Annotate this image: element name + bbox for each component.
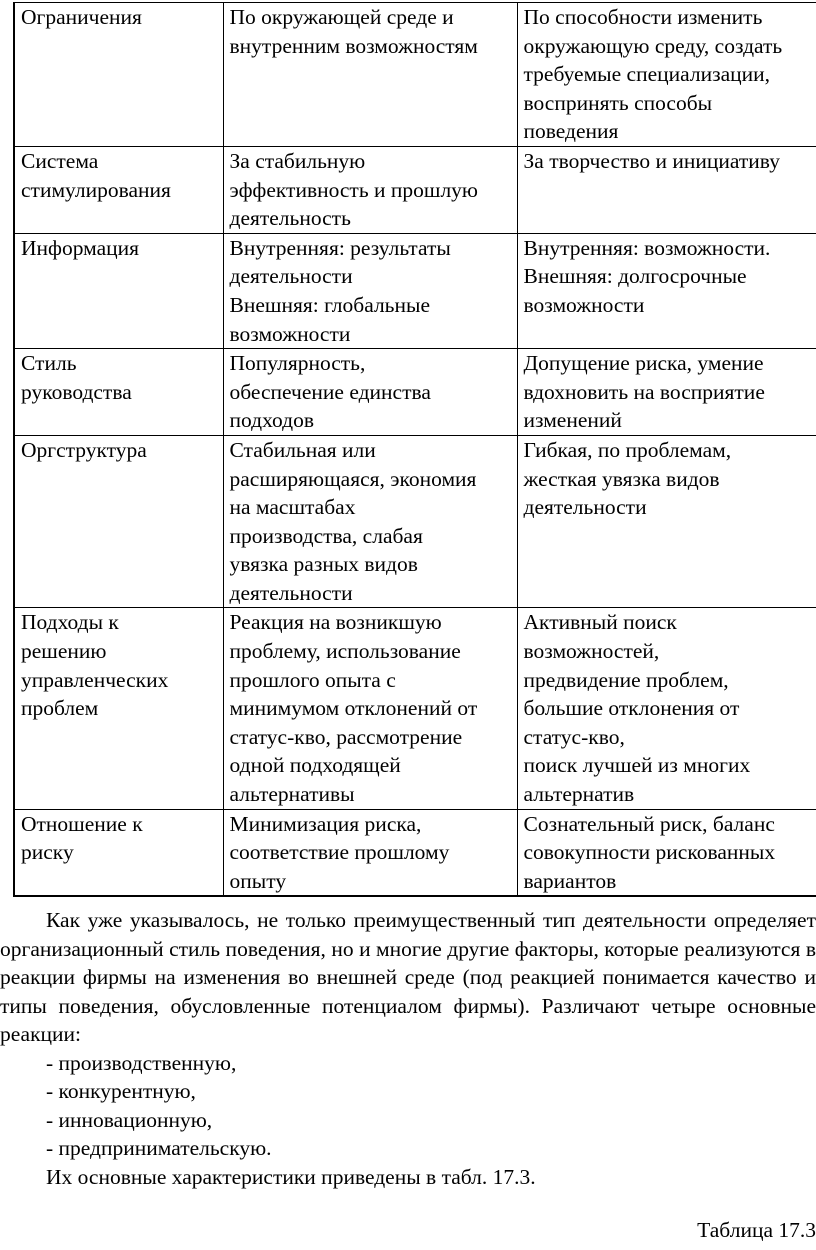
list-item: - производственную,: [46, 1050, 237, 1075]
row-label-cell: Информация: [14, 233, 223, 348]
table-row: [14, 3, 816, 147]
new-style-cell: Внутренняя: возможности. Внешняя: долгосрочные возможности: [517, 233, 816, 348]
current-style-cell: Внутренняя: результаты деятельности Внешняя: глобальные возможности: [223, 233, 517, 348]
new-style-cell: Сознательный риск, баланс совокупности рискованных вариантов: [517, 809, 816, 896]
closing-sentence: Их основные характеристики приведены в табл. 17.3.: [46, 1164, 536, 1189]
table-caption: Таблица 17.3: [697, 1218, 816, 1242]
new-style-cell: Допущение риска, умение вдохновить на восприятие изменений: [517, 349, 816, 436]
new-style-cell: Активный поиск возможностей, предвидение проблем, большие отклонения от статус-кво, поиск лучшей из многих альтернатив: [517, 608, 816, 809]
list-item: - предпринимательскую.: [46, 1136, 272, 1160]
current-style-cell: За стабильную эффективность и прошлую деятельность: [223, 146, 517, 233]
row-label-cell: Стиль руководства: [14, 349, 223, 436]
comparison-table: [13, 2, 816, 897]
current-style-cell: Популярность, обеспечение единства подходов: [223, 349, 517, 436]
list-item: - конкурентную,: [46, 1079, 196, 1103]
row-label-cell: Ограничения: [14, 3, 223, 147]
row-label-cell: Отношение к риску: [14, 809, 223, 896]
row-label-cell: Оргструктура: [14, 435, 223, 608]
current-style-cell: Минимизация риска, соответствие прошлому опыту: [223, 809, 517, 896]
table-row: [14, 435, 816, 608]
body-paragraph: Как уже указывалось, не только преимущественный тип деятельности определяет организационный стиль поведения, но и многие другие факторы, которые реализуются в реакции фирмы на изменения во внешней среде (под реакцией понимается качество и типы поведения, обусловленные потенциалом фирмы). Различают четыре основные реакции:: [0, 908, 816, 1046]
row-label-cell: Система стимулирования: [14, 146, 223, 233]
table-row: [14, 809, 816, 896]
list-item: - инновационную,: [46, 1107, 213, 1132]
table-row: [14, 233, 816, 348]
table-row: [14, 608, 816, 809]
row-label-cell: Подходы к решению управленческих проблем: [14, 608, 223, 809]
current-style-cell: Реакция на возникшую проблему, использование прошлого опыта с минимумом отклонений от статус-кво, рассмотрение одной подходящей альтернативы: [223, 608, 517, 809]
table-row: [14, 146, 816, 233]
new-style-cell: За творчество и инициативу: [517, 146, 816, 233]
new-style-cell: Гибкая, по проблемам, жесткая увязка видов деятельности: [517, 435, 816, 608]
body-text: [0, 906, 816, 1191]
new-style-cell: По способности изменить окружающую среду, создать требуемые специализации, воспринять способы поведения: [517, 3, 816, 147]
table-row: [14, 349, 816, 436]
current-style-cell: По окружающей среде и внутренним возможностям: [223, 3, 517, 147]
current-style-cell: Стабильная или расширяющаяся, экономия на масштабах производства, слабая увязка разных видов деятельности: [223, 435, 517, 608]
